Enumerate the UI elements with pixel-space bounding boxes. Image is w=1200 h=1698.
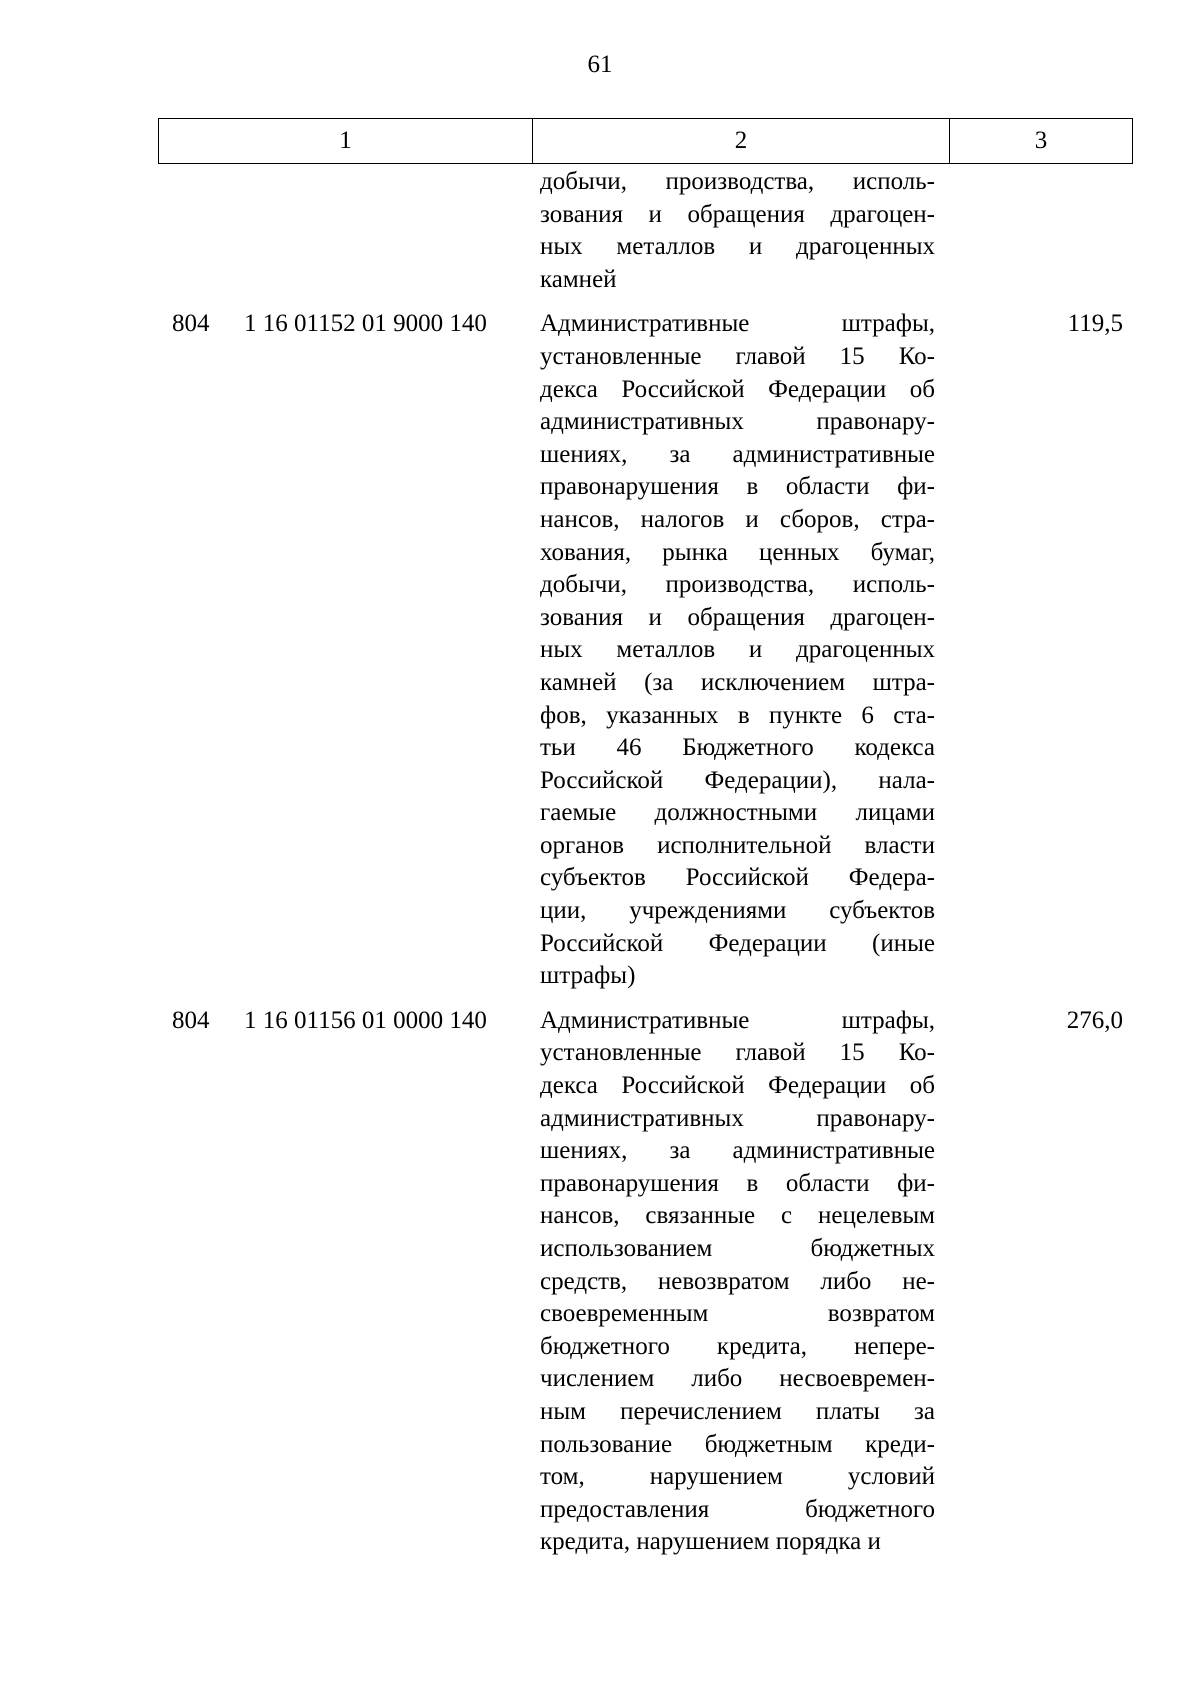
text-line: штрафы) <box>540 962 636 990</box>
amount-value: 276,0 <box>1066 1006 1123 1034</box>
header-col-3: 3 <box>1034 127 1048 154</box>
text-line: своевременным возвратом <box>540 1300 935 1328</box>
text-line: числением либо несвоевремен- <box>540 1365 935 1393</box>
text-line: шениях, за административные <box>540 1137 935 1165</box>
text-line: предоставления бюджетного <box>540 1495 935 1523</box>
text-line: ных металлов и драгоценных <box>540 233 935 261</box>
text-line: правонарушения в области фи- <box>540 1169 935 1197</box>
text-line: ции, учреждениями субъектов <box>540 897 935 925</box>
text-line: зования и обращения драгоцен- <box>540 200 935 228</box>
text-line: административных правонару- <box>540 1104 935 1132</box>
row-description <box>540 1005 935 1559</box>
text-line: нансов, налогов и сборов, стра- <box>540 505 935 533</box>
page-number: 61 <box>587 51 613 78</box>
text-line: декса Российской Федерации об <box>540 1072 935 1100</box>
table-header <box>158 118 1133 164</box>
text-line: субъектов Российской Федера- <box>540 864 935 892</box>
admin-code: 804 <box>172 310 210 338</box>
text-line: пользование бюджетным креди- <box>540 1430 935 1458</box>
text-line: административных правонару- <box>540 408 935 436</box>
text-line: гаемые должностными лицами <box>540 799 935 827</box>
amount-value: 119,5 <box>1067 310 1123 338</box>
budget-classification-code: 1 16 01156 01 0000 140 <box>244 1006 487 1034</box>
table-row <box>158 308 1133 992</box>
text-line: бюджетного кредита, непере- <box>540 1332 935 1360</box>
table-rows <box>158 308 1133 1559</box>
text-line: установленные главой 15 Ко- <box>540 342 935 370</box>
text-line: использованием бюджетных <box>540 1235 935 1262</box>
text-line: фов, указанных в пункте 6 ста- <box>540 701 935 729</box>
text-line: зования и обращения драгоцен- <box>540 603 935 631</box>
text-line: тьи 46 Бюджетного кодекса <box>540 734 935 762</box>
text-line: камней (за исключением штра- <box>540 668 935 696</box>
text-line: Административные штрафы, <box>540 310 935 338</box>
text-line: средств, невозвратом либо не- <box>540 1267 935 1295</box>
header-col-1: 1 <box>159 119 533 163</box>
continuation-text <box>540 166 935 296</box>
text-line: ным перечислением платы за <box>540 1397 935 1425</box>
text-line: Российской Федерации), нала- <box>540 766 935 794</box>
text-line: правонарушения в области фи- <box>540 473 935 501</box>
text-line: том, нарушением условий <box>540 1463 935 1491</box>
text-line: шениях, за административные <box>540 440 935 468</box>
text-line: хования, рынка ценных бумаг, <box>540 538 935 566</box>
text-line: нансов, связанные с нецелевым <box>540 1202 935 1230</box>
text-line: добычи, производства, исполь- <box>540 168 935 195</box>
budget-classification-code: 1 16 01152 01 9000 140 <box>244 310 487 338</box>
text-line: Административные штрафы, <box>540 1006 935 1034</box>
text-line: установленные главой 15 Ко- <box>540 1039 935 1067</box>
text-line: Российской Федерации (иные <box>540 929 935 957</box>
table-row <box>158 1005 1133 1559</box>
text-line: кредита, нарушением порядка и <box>540 1528 881 1556</box>
header-col-2: 2 <box>533 119 950 163</box>
text-line: добычи, производства, исполь- <box>540 571 935 599</box>
text-line: декса Российской Федерации об <box>540 375 935 403</box>
table-body <box>158 166 1133 1559</box>
admin-code: 804 <box>172 1006 210 1034</box>
text-line: органов исполнительной власти <box>540 831 935 859</box>
text-line: камней <box>540 265 617 293</box>
row-description <box>540 308 935 992</box>
text-line: ных металлов и драгоценных <box>540 636 935 664</box>
